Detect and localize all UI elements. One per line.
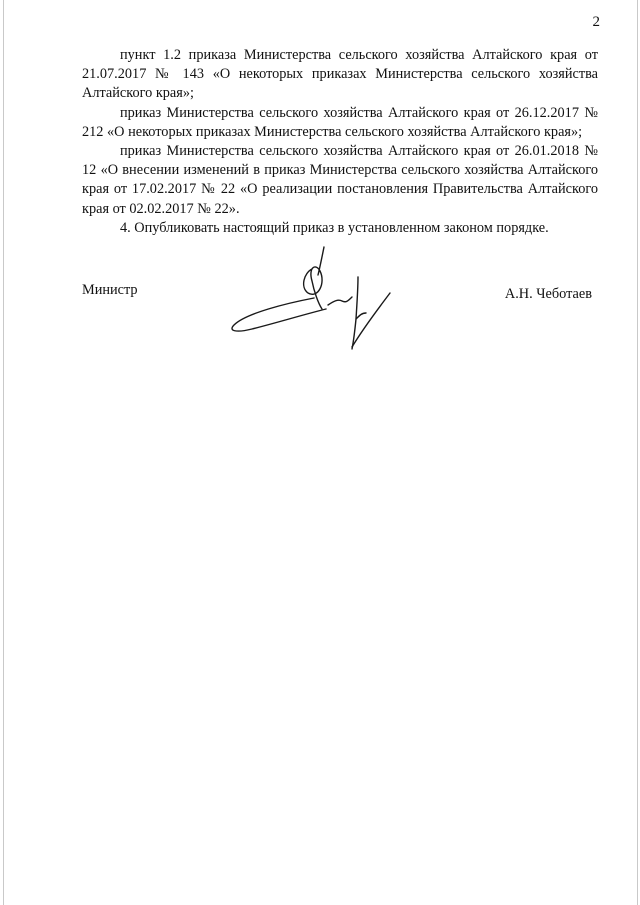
paragraph-item-1-2: пункт 1.2 приказа Министерства сельского хозяйства Алтайского края от 21.07.2017 № 143 «О некоторых приказах Министерства сельского хозяйства Алтайского края»; [82,47,598,102]
paragraph-order-12: приказ Министерства сельского хозяйства Алтайского края от 26.01.2018 № 12 «О внесении изменений в приказ Министерства сельского хозяйства Алтайского края от 17.02.2017 № 22 «О реализации постановления Правительства Алтайского края от 02.02.2017 № 22». [82,143,598,217]
signer-name: А.Н. Чеботаев [504,286,592,302]
position-title: Министр [82,282,138,298]
scan-edge-left [3,0,4,905]
paragraph-order-212: приказ Министерства сельского хозяйства Алтайского края от 26.12.2017 № 212 «О некоторых приказах Министерства сельского хозяйства Алтайского края»; [82,104,598,140]
body-text [82,46,598,238]
handwritten-signature [228,243,396,353]
page-number: 2 [592,14,600,30]
scan-edge-right [637,0,638,905]
paragraph-publish: 4. Опубликовать настоящий приказ в установленном законом порядке. [120,219,549,236]
